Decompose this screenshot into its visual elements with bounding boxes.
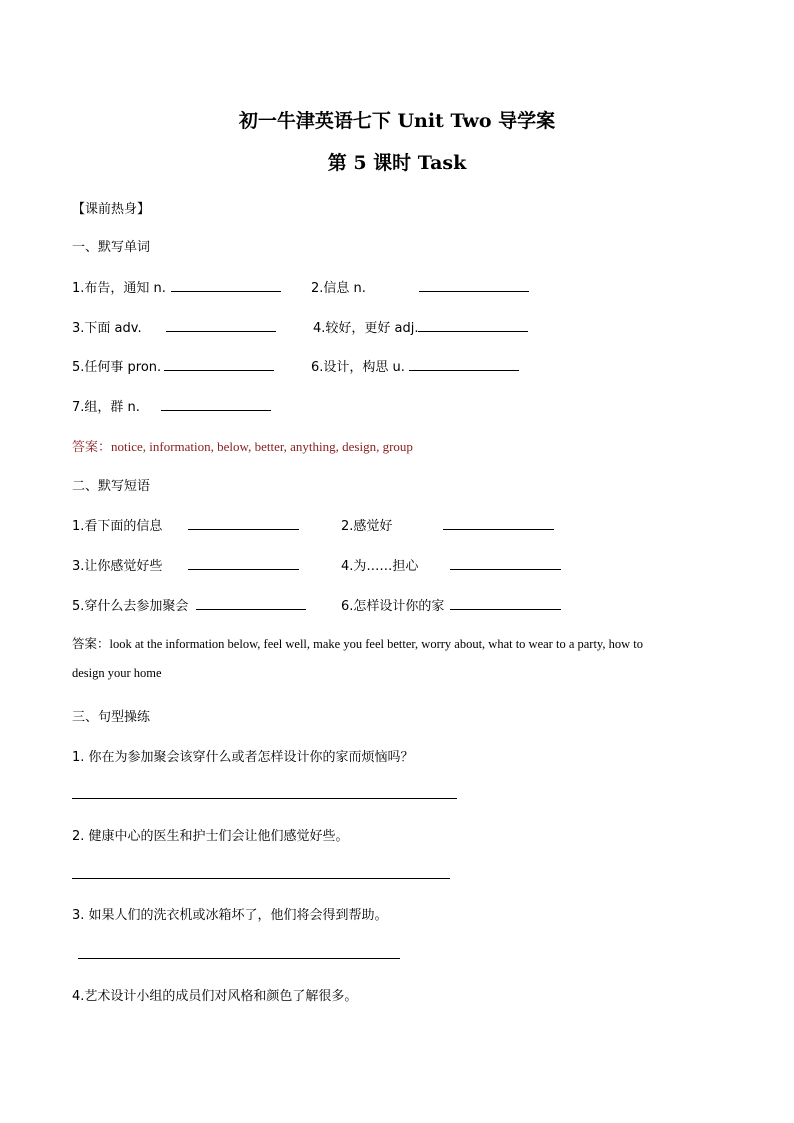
word-item-7: 7.组，群 n.	[72, 400, 140, 415]
answer-label: 答案：	[72, 636, 110, 651]
word-item-3: 3.下面 adv.	[72, 321, 142, 336]
page-subtitle: 第 5 课时 Task	[327, 152, 467, 174]
phrase-item-6: 6.怎样设计你的家	[341, 599, 445, 614]
word-item-6: 6.设计，构思 u.	[311, 360, 405, 375]
answer-line[interactable]	[171, 291, 281, 292]
answer-label: 答案：	[72, 440, 112, 455]
answer-line[interactable]	[418, 331, 528, 332]
answer-line[interactable]	[161, 410, 271, 411]
answer-line[interactable]	[188, 569, 299, 570]
sentence-item-2: 2. 健康中心的医生和护士们会让他们感觉好些。	[72, 829, 349, 844]
answer-line[interactable]	[78, 958, 400, 959]
answer-text: notice, information, below, better, anything, design, group	[111, 439, 413, 454]
answer-line[interactable]	[72, 798, 457, 799]
answer-text: look at the information below, feel well, make you feel better, worry about, what to wear to a party, how to	[109, 637, 643, 651]
sentence-item-1: 1. 你在为参加聚会该穿什么或者怎样设计你的家而烦恼吗？	[72, 750, 414, 765]
phrase-item-3: 3.让你感觉好些	[72, 559, 163, 574]
sentence-item-4: 4.艺术设计小组的成员们对风格和颜色了解很多。	[72, 989, 358, 1004]
page-title: 初一牛津英语七下 Unit Two 导学案	[238, 110, 556, 132]
answer-line[interactable]	[196, 609, 306, 610]
answer-line[interactable]	[188, 529, 299, 530]
section3-heading: 三、句型操练	[72, 710, 151, 725]
answer-line[interactable]	[450, 569, 561, 570]
word-item-5: 5.任何事 pron.	[72, 360, 162, 375]
warmup-header: 【课前热身】	[72, 202, 151, 217]
phrase-item-5: 5.穿什么去参加聚会	[72, 599, 189, 614]
answer-line[interactable]	[419, 291, 529, 292]
phrase-item-1: 1.看下面的信息	[72, 519, 163, 534]
answer-line[interactable]	[72, 878, 450, 879]
phrase-item-4: 4.为……担心	[341, 559, 419, 574]
section1-answer	[72, 436, 413, 455]
phrase-item-2: 2.感觉好	[341, 519, 393, 534]
answer-line[interactable]	[166, 331, 276, 332]
section2-answer-line2: design your home	[72, 666, 162, 680]
word-item-1: 1.布告，通知 n.	[72, 281, 166, 296]
sentence-item-3: 3. 如果人们的洗衣机或冰箱坏了，他们将会得到帮助。	[72, 908, 388, 923]
answer-line[interactable]	[164, 370, 274, 371]
section2-heading: 二、默写短语	[72, 479, 151, 494]
word-item-4: 4.较好，更好 adj.	[313, 321, 419, 336]
word-item-2: 2.信息 n.	[311, 281, 366, 296]
answer-line[interactable]	[443, 529, 554, 530]
section2-answer-line1	[72, 634, 643, 652]
answer-line[interactable]	[409, 370, 519, 371]
section1-heading: 一、默写单词	[72, 240, 151, 255]
answer-line[interactable]	[450, 609, 561, 610]
